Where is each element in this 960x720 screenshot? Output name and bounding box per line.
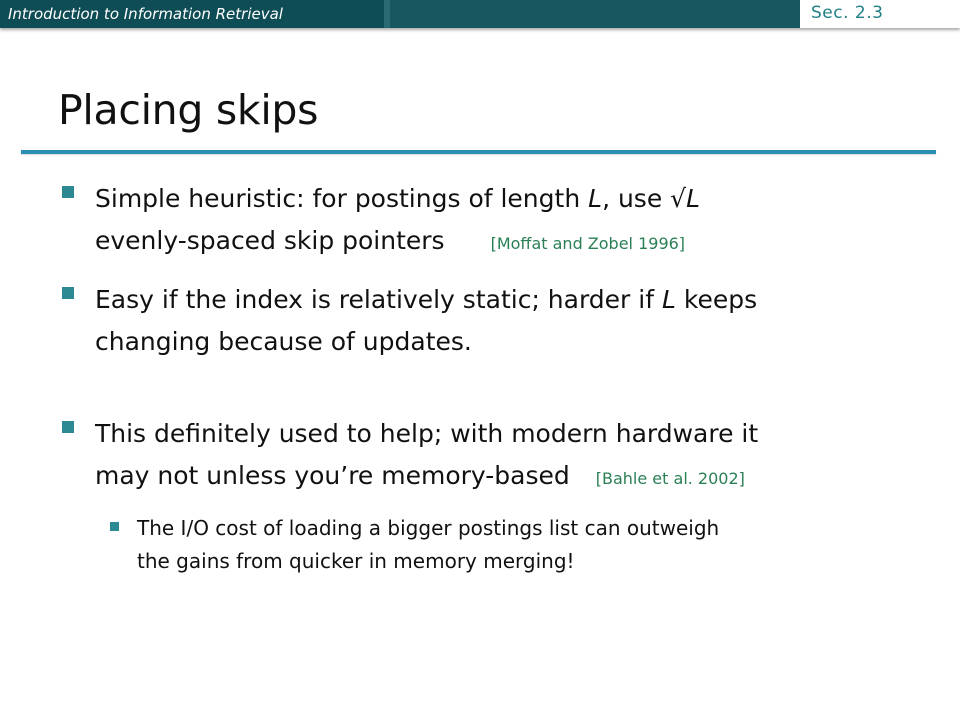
- bullet-2-text-b: keeps: [675, 285, 758, 314]
- bullet-1-variable-L: L: [588, 184, 603, 213]
- course-title: Introduction to Information Retrieval: [8, 5, 283, 23]
- bullet-3-line-1: This definitely used to help; with modern hardware it: [95, 419, 759, 448]
- sub-bullet-1: [137, 512, 719, 578]
- bullet-2: [95, 279, 757, 363]
- sub-bullet-marker: [110, 522, 119, 531]
- bullet-3-text-line-2: may not unless you’re memory-based: [95, 461, 570, 490]
- bullet-1-text-line-2: evenly-spaced skip pointers: [95, 226, 445, 255]
- bullet-1-text-a: Simple heuristic: for postings of length: [95, 184, 589, 213]
- bullet-1-line-2: [95, 220, 700, 265]
- bullet-2-line-1: [95, 279, 757, 321]
- slide-title: Placing skips: [58, 86, 319, 134]
- bullet-marker: [62, 287, 74, 299]
- citation-bahle: [Bahle et al. 2002]: [595, 469, 745, 488]
- bullet-3: [95, 413, 758, 500]
- header-bar: [0, 0, 960, 28]
- bullet-1-line-1: [95, 178, 700, 220]
- bullet-1: [95, 178, 700, 265]
- bullet-marker: [62, 186, 74, 198]
- section-label: Sec. 2.3: [811, 3, 884, 23]
- title-rule: [21, 150, 936, 154]
- sub-bullet-line-1: The I/O cost of loading a bigger postings list can outweigh: [137, 516, 720, 540]
- bullet-marker: [62, 421, 74, 433]
- bullet-2-text-a: Easy if the index is relatively static; harder if: [95, 285, 662, 314]
- section-badge: [800, 0, 960, 28]
- sub-bullet-line-2: the gains from quicker in memory merging!: [137, 549, 575, 573]
- bullet-1-variable-L2: L: [686, 184, 701, 213]
- bullet-3-line-2: [95, 455, 758, 500]
- bullet-1-text-b: , use: [602, 184, 671, 213]
- course-banner: [0, 0, 390, 28]
- bullet-2-line-2: changing because of updates.: [95, 327, 472, 356]
- citation-moffat-zobel: [Moffat and Zobel 1996]: [490, 234, 686, 253]
- sqrt-symbol: √: [670, 184, 687, 213]
- bullet-2-variable-L: L: [661, 285, 676, 314]
